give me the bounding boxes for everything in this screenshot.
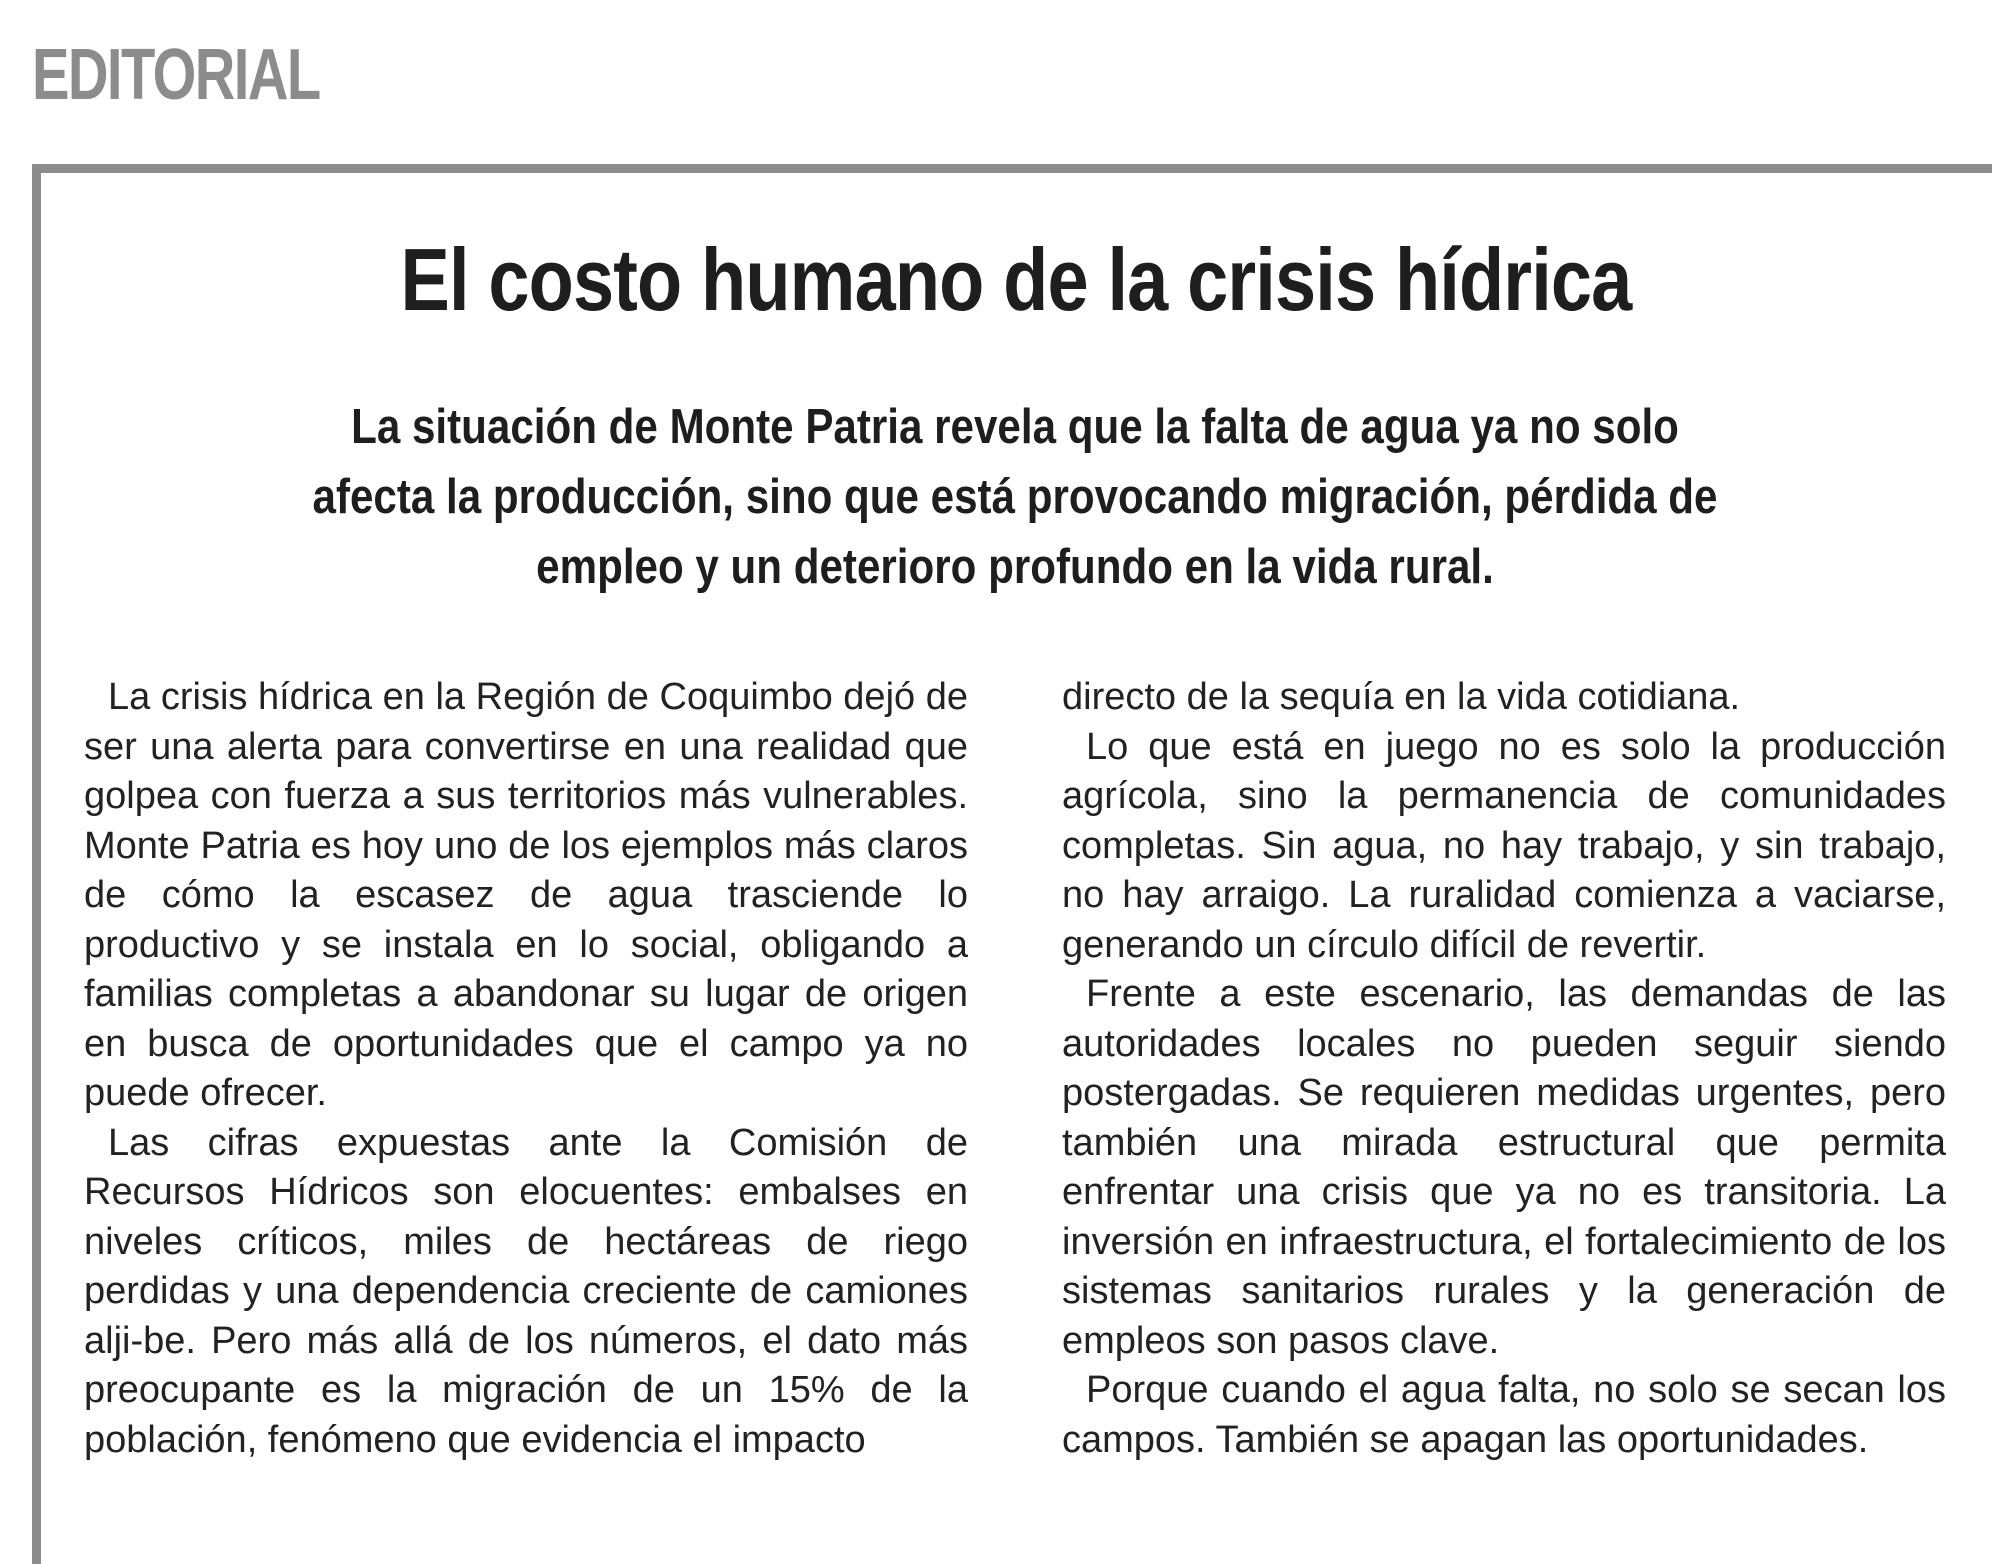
article-deck: La situación de Monte Patria revela que la falta de agua ya no solo afecta la producción, sino que está provocando migración, pérdida de empleo y un deterioro profundo en la vida rural. [312, 400, 1718, 594]
paragraph: Las cifras expuestas ante la Comisión de Recursos Hídricos son elocuentes: embalses en niveles críticos, miles de hectáreas de riego perdidas y una dependencia creciente de camiones alji-be. Pero más allá de los números, el dato más preocupante es la migración de un 15% de la población, fenómeno que evidencia el impacto [84, 1121, 968, 1461]
paragraph: Lo que está en juego no es solo la producción agrícola, sino la permanencia de comunidades completas. Sin agua, no hay trabajo, y sin trabajo, no hay arraigo. La ruralidad comienza a vaciarse, generando un círculo difícil de revertir. [1062, 725, 1946, 966]
paragraph-continuation: directo de la sequía en la vida cotidiana. [1062, 676, 1741, 718]
left-column [84, 673, 968, 1465]
section-label: EDITORIAL [32, 35, 320, 115]
article-headline: El costo humano de la crisis hídrica [400, 230, 1632, 329]
paragraph: Frente a este escenario, las demandas de las autoridades locales no pueden seguir siendo postergadas. Se requieren medidas urgentes, pero también una mirada estructural que permita enfrentar una crisis que ya no es transitoria. La inversión en infraestructura, el fortalecimiento de los sistemas sanitarios rurales y la generación de empleos son pasos clave. [1062, 973, 1946, 1362]
right-column [1062, 673, 1946, 1465]
paragraph: Porque cuando el agua falta, no solo se secan los campos. También se apagan las oportunidades. [1062, 1369, 1946, 1461]
paragraph: La crisis hídrica en la Región de Coquimbo dejó de ser una alerta para convertirse en una realidad que golpea con fuerza a sus territorios más vulnerables. Monte Patria es hoy uno de los ejemplos más claros de cómo la escasez de agua trasciende lo productivo y se instala en lo social, obligando a familias completas a abandonar su lugar de origen en busca de oportunidades que el campo ya no puede ofrecer. [84, 676, 968, 1114]
